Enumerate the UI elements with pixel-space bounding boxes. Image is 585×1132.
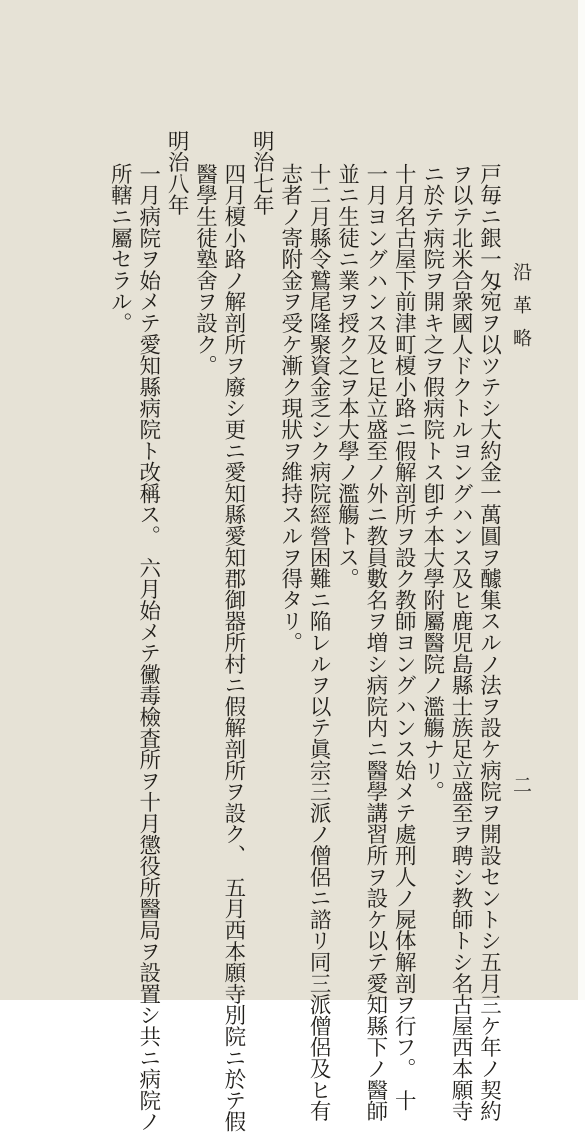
text-column: 十二月縣令鷲尾隆聚資金乏シク病院經營困難ニ陥レルヲ以テ眞宗三派ノ僧侶ニ諮リ同三派僧侶及ヒ有 bbox=[306, 163, 332, 1122]
text-column: 並ニ生徒ニ業ヲ授ク之ヲ本大學ノ濫觴トス。 bbox=[334, 163, 360, 590]
text-column: 所轄ニ屬セラル。 bbox=[107, 163, 133, 334]
text-column: 一月ヨングハンス及ヒ足立盛至ノ外ニ教員數名ヲ増シ病院内ニ醫學講習所ヲ設ケ以テ愛知縣下ノ醫師 bbox=[362, 163, 388, 1122]
running-header: 沿革略 bbox=[510, 262, 532, 361]
text-column: ヲ以テ北米合衆國人ドクトルヨングハンス及ヒ鹿児島縣士族足立盛至ヲ聘シ教師トシ名古屋西本願寺 bbox=[448, 163, 474, 1122]
text-column: 明治八年 bbox=[164, 130, 190, 216]
text-column: 一月病院ヲ始メテ愛知縣病院ト改稱ス。 六月始メテ黴毒檢査所ヲ十月懲役所醫局ヲ設置シ共ニ病院ノ bbox=[135, 163, 161, 1132]
text-column: 明治七年 bbox=[249, 130, 275, 216]
text-column: 醫學生徒塾舍ヲ設ク。 bbox=[192, 163, 218, 377]
text-column: 戸毎ニ銀一匁宛ヲ以ツテシ大約金一萬圓ヲ醵集スルノ法ヲ設ケ病院ヲ開設セントシ五月三ケ年ノ契約 bbox=[476, 163, 502, 1122]
page-number: 二 bbox=[510, 775, 532, 794]
text-column: 四月榎小路ノ解剖所ヲ廢シ更ニ愛知縣愛知郡御器所村ニ假解剖所ヲ設ク、 五月西本願寺別院ニ於テ假 bbox=[220, 163, 246, 1132]
text-column: ニ於テ病院ヲ開キ之ヲ假病院トス卽チ本大學附屬醫院ノ濫觴ナリ。 bbox=[419, 163, 445, 803]
text-column: 十月名古屋下前津町榎小路ニ假解剖所ヲ設ク教師ヨングハンス始メテ處刑人ノ屍体解剖ヲ行フ。 十 bbox=[391, 163, 417, 1111]
text-column: 志者ノ寄附金ヲ受ケ漸ク現狀ヲ維持スルヲ得タリ。 bbox=[277, 163, 303, 653]
